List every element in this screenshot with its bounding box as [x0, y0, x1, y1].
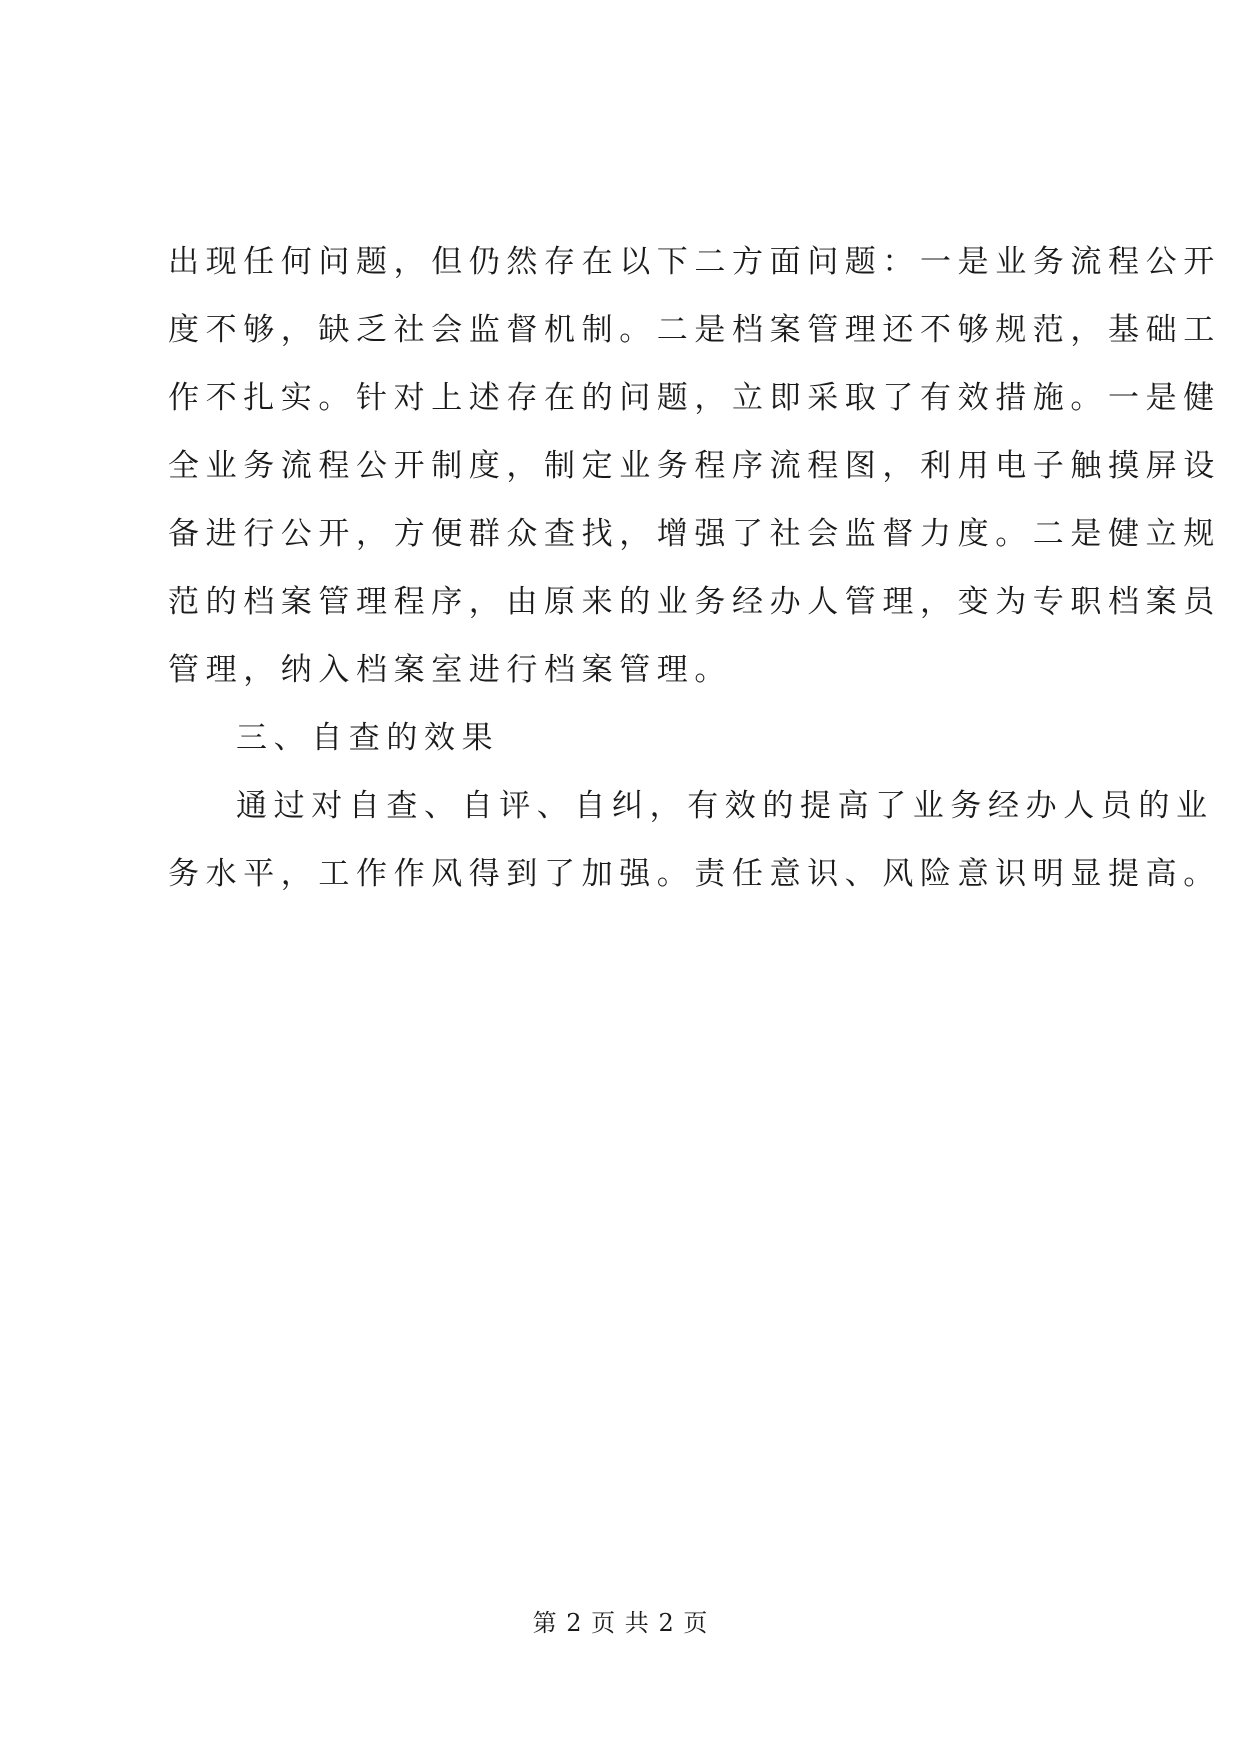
paragraph-line: 作不扎实。针对上述存在的问题，立即采取了有效措施。一是健: [168, 380, 1221, 416]
paragraph-line: 范的档案管理程序，由原来的业务经办人管理，变为专职档案员: [168, 584, 1221, 620]
paragraph-line: 通过对自查、自评、自纠，有效的提高了业务经办人员的业: [236, 788, 1214, 824]
document-body: [168, 228, 1221, 908]
section-heading: 三、自查的效果: [236, 720, 500, 756]
paragraph-line: 出现任何问题，但仍然存在以下二方面问题：一是业务流程公开: [168, 244, 1221, 280]
paragraph-line: 备进行公开，方便群众查找，增强了社会监督力度。二是健立规: [168, 516, 1221, 552]
paragraph-line: 管理，纳入档案室进行档案管理。: [168, 652, 732, 688]
paragraph-line: 务水平，工作作风得到了加强。责任意识、风险意识明显提高。: [168, 856, 1221, 892]
page-number-footer: 第 2 页 共 2 页: [532, 1609, 709, 1637]
paragraph-line: 全业务流程公开制度，制定业务程序流程图，利用电子触摸屏设: [168, 448, 1221, 484]
paragraph-line: 度不够，缺乏社会监督机制。二是档案管理还不够规范，基础工: [168, 312, 1221, 348]
